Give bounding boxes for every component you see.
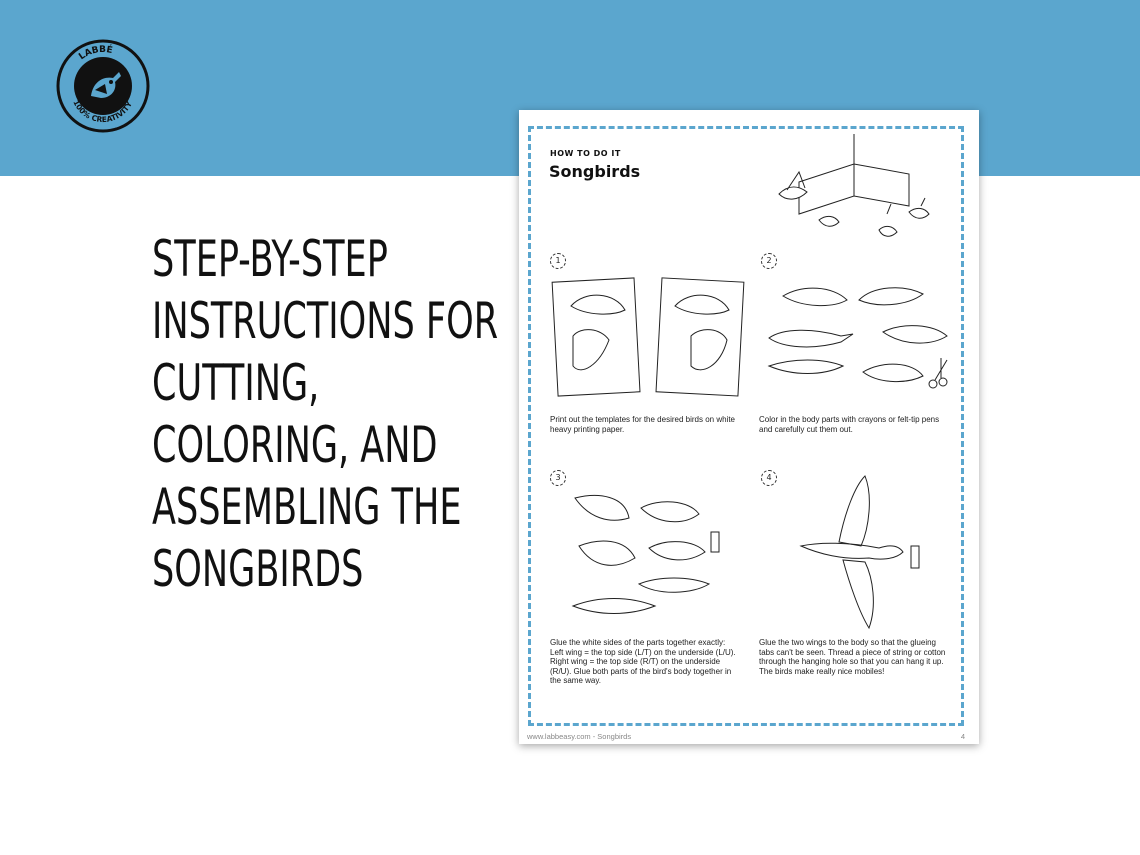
sheet-page-number: 4 [960,732,965,741]
headline-line: INSTRUCTIONS FOR [152,292,499,350]
step-number-1: 1 [550,253,566,269]
bird-mobile-illustration [759,134,949,252]
step-4-caption: Glue the two wings to the body so that the glueing tabs can't be seen. Thread a piece of string or cotton through the hanging hole so that you can hang it up. The birds make really nice mobiles! [759,638,946,676]
logo-bottom-text: 100% CREATIVITY [71,98,134,125]
sheet-kicker: HOW TO DO IT [550,149,621,158]
headline-line: CUTTING, [152,354,320,412]
glue-stick-icon [711,532,719,552]
headline-line: SONGBIRDS [152,540,364,598]
headline-line: STEP-BY-STEP [152,230,388,288]
step-number-3: 3 [550,470,566,486]
logo-top-text: LABBÉ [77,44,114,63]
scissors-icon [929,358,947,388]
labbe-logo-icon [55,38,151,134]
step-3-illustration [569,488,759,626]
step-1-caption: Print out the templates for the desired birds on white heavy printing paper. [550,415,735,434]
step-4-illustration [799,472,929,632]
step-1-illustration [551,276,751,406]
headline [152,228,499,600]
step-3-caption: Glue the white sides of the parts together exactly: Left wing = the top side (L/T) on the underside (L/U). Right wing = the top side (R/T) on the underside (R/U). Glue both parts of the bird's body together in the same way. [550,638,736,685]
step-number-4: 4 [761,470,777,486]
sheet-footer-left: www.labbeasy.com - Songbirds [527,732,632,741]
glue-stick-icon [911,546,919,568]
instruction-sheet [519,110,979,744]
step-2-caption: Color in the body parts with crayons or felt-tip pens and carefully cut them out. [759,415,940,434]
step-number-2: 2 [761,253,777,269]
headline-line: COLORING, AND [152,416,438,474]
step-2-illustration [763,276,953,396]
sheet-title: Songbirds [549,162,641,181]
headline-line: ASSEMBLING THE [152,478,462,536]
